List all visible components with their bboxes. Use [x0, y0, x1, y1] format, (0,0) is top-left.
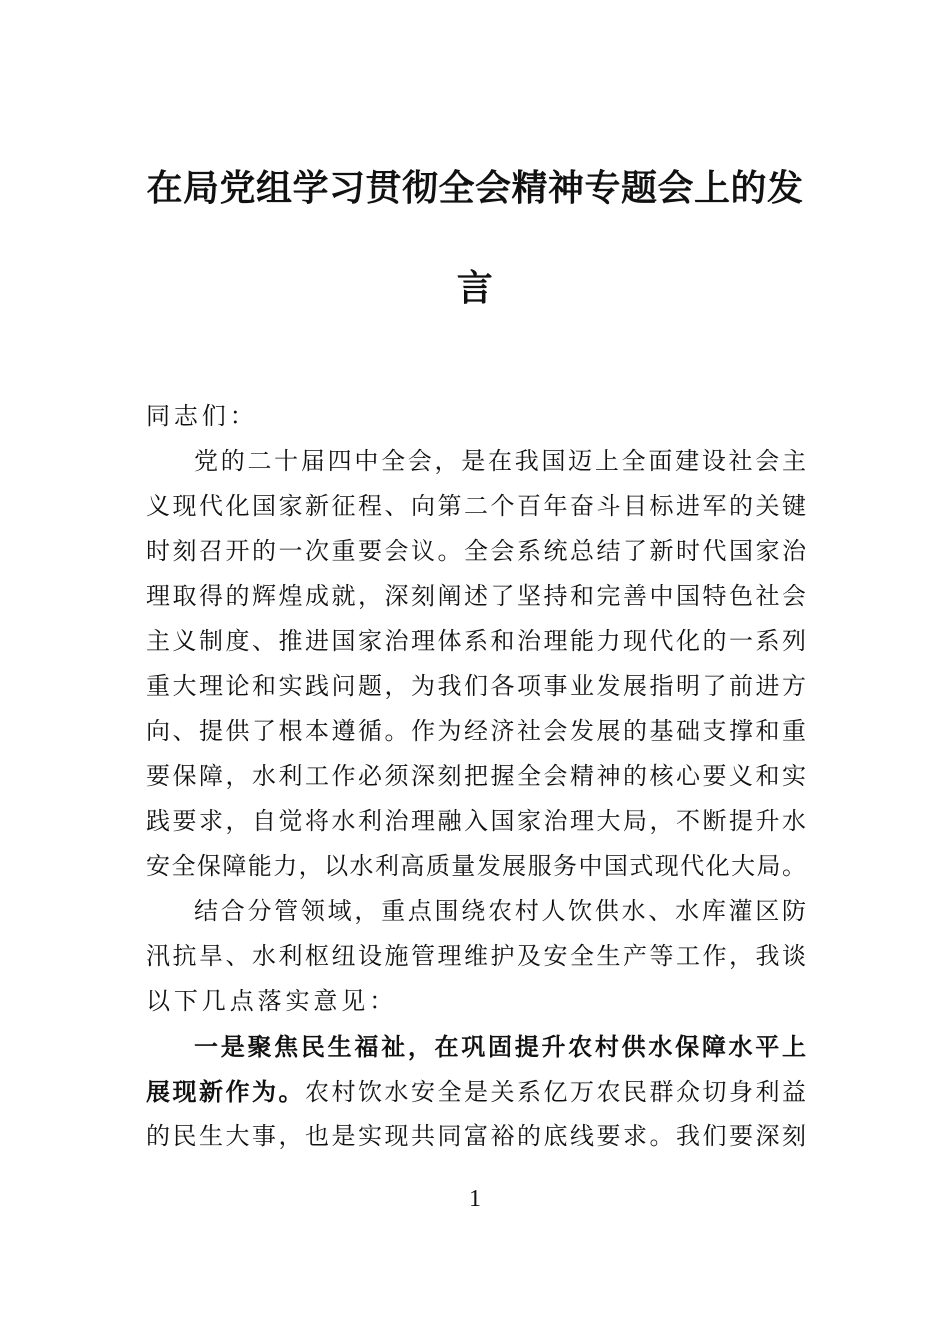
page-number: 1	[469, 1186, 481, 1212]
paragraph-line: 安全保障能力，以水利高质量发展服务中国式现代化大局。	[146, 852, 806, 880]
paragraph-line: 践要求，自觉将水利治理融入国家治理大局，不断提升水	[146, 807, 806, 835]
paragraph-text: 农村饮水安全是关系亿万农民群众切身利益	[305, 1078, 806, 1106]
paragraph-line: 汛抗旱、水利枢纽设施管理维护及安全生产等工作，我谈	[146, 942, 806, 970]
paragraph-3	[146, 1024, 806, 1159]
bold-heading-line: 一是聚焦民生福祉，在巩固提升农村供水保障水平上	[194, 1032, 806, 1061]
document-title-line-2: 言	[456, 267, 494, 309]
paragraph-line	[146, 1069, 806, 1114]
document-title-line-1: 在局党组学习贯彻全会精神专题会上的发	[146, 167, 804, 209]
document-body	[146, 394, 806, 1159]
paragraph-2	[146, 889, 806, 1024]
paragraph-line: 以下几点落实意见：	[146, 987, 398, 1015]
paragraph-line: 结合分管领域，重点围绕农村人饮供水、水库灌区防	[194, 897, 806, 925]
paragraph-line: 时刻召开的一次重要会议。全会系统总结了新时代国家治	[146, 537, 806, 565]
paragraph-line: 重大理论和实践问题，为我们各项事业发展指明了前进方	[146, 672, 806, 700]
bold-heading-end: 展现新作为。	[146, 1077, 305, 1106]
paragraph-line: 主义制度、推进国家治理体系和治理能力现代化的一系列	[146, 627, 806, 655]
paragraph-1	[146, 439, 806, 889]
paragraph-line: 的民生大事，也是实现共同富裕的底线要求。我们要深刻	[146, 1122, 806, 1150]
paragraph-line: 要保障，水利工作必须深刻把握全会精神的核心要义和实	[146, 762, 806, 790]
paragraph-line: 党的二十届四中全会，是在我国迈上全面建设社会主	[194, 447, 806, 475]
paragraph-line: 向、提供了根本遵循。作为经济社会发展的基础支撑和重	[146, 717, 806, 745]
paragraph-line: 义现代化国家新征程、向第二个百年奋斗目标进军的关键	[146, 492, 806, 520]
paragraph-line: 理取得的辉煌成就，深刻阐述了坚持和完善中国特色社会	[146, 582, 806, 610]
salutation: 同志们：	[146, 402, 258, 430]
